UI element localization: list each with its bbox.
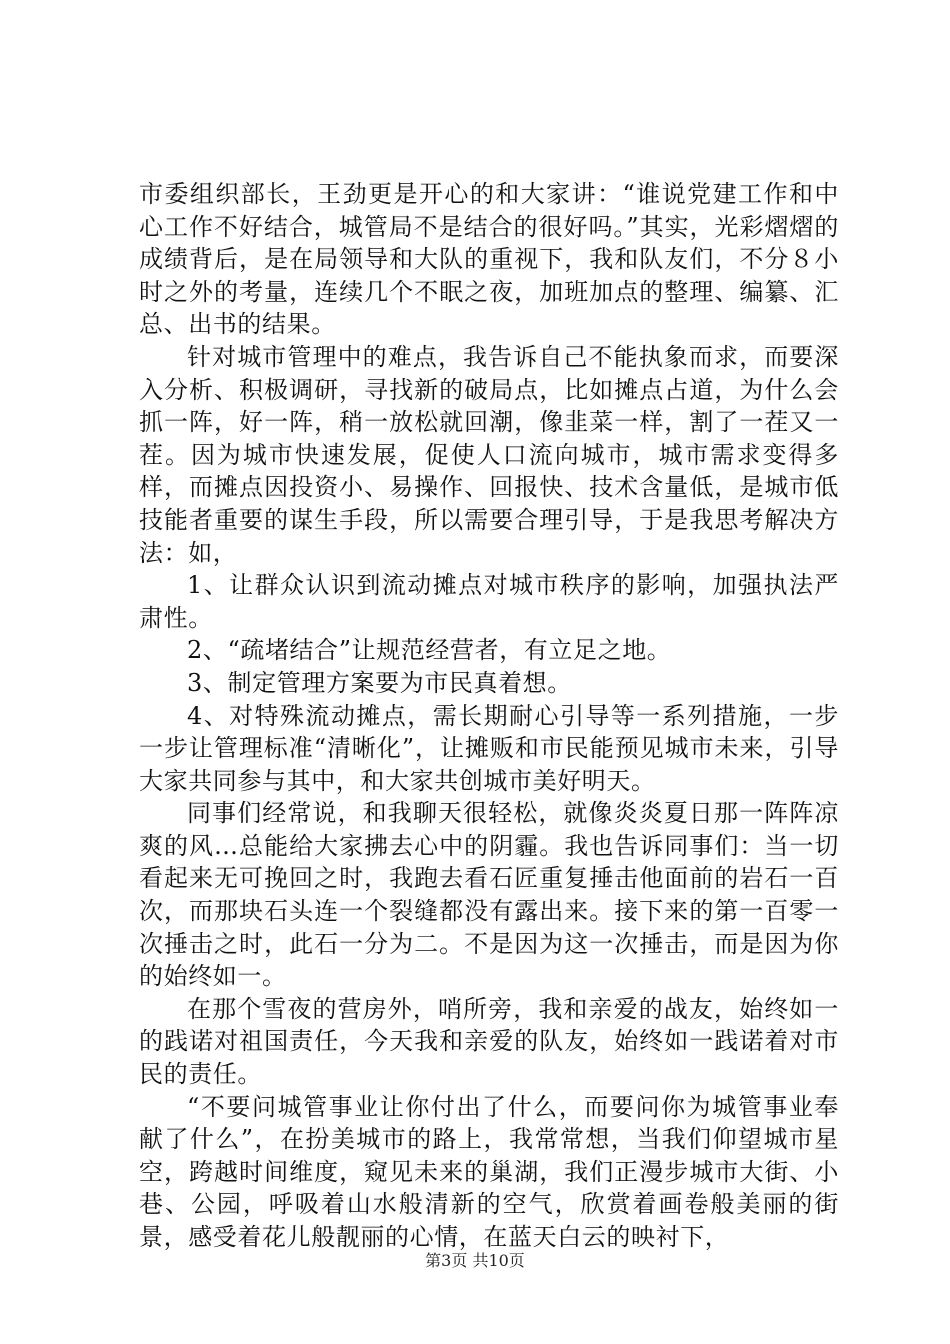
list-item-1: 1、让群众认识到流动摊点对城市秩序的影响，加强执法严肃性。 bbox=[139, 571, 839, 632]
paragraph-3: 同事们经常说，和我聊天很轻松，就像炎炎夏日那一阵阵凉爽的风…总能给大家拂去心中的阴霾。我也告诉同事们：当一切看起来无可挽回之时，我跑去看石匠重复捶击他面前的岩石一百次，而那块石头连一个裂缝都没有露出来。接下来的第一百零一次捶击之时，此石一分为二。不是因为这一次捶击，而是因为你的始终如一。 bbox=[139, 799, 839, 991]
paragraph-2: 针对城市管理中的难点，我告诉自己不能执象而求，而要深入分析、积极调研，寻找新的破局点，比如摊点占道，为什么会抓一阵，好一阵，稍一放松就回潮，像韭菜一样，割了一茬又一茬。因为城市快速发展，促使人口流向城市，城市需求变得多样，而摊点因投资小、易操作、回报快、技术含量低，是城市低技能者重要的谋生手段，所以需要合理引导，于是我思考解决方法：如， bbox=[139, 342, 839, 567]
page-number: 第3页 共10页 bbox=[425, 1251, 525, 1270]
list-item-3: 3、制定管理方案要为市民真着想。 bbox=[187, 668, 572, 697]
paragraph-1: 市委组织部长，王劲更是开心的和大家讲：“谁说党建工作和中心工作不好结合，城管局不是结合的很好吗。”其实，光彩熠熠的成绩背后，是在局领导和大队的重视下，我和队友们，不分８小时之外的考量，连续几个不眠之夜，加班加点的整理、编纂、汇总、出书的结果。 bbox=[139, 180, 839, 339]
paragraph-4: 在那个雪夜的营房外，哨所旁，我和亲爱的战友，始终如一的践诺对祖国责任，今天我和亲爱的队友，始终如一践诺着对市民的责任。 bbox=[139, 994, 839, 1089]
list-item-2: 2、“疏堵结合”让规范经营者，有立足之地。 bbox=[187, 636, 672, 665]
list-item-4: 4、对特殊流动摊点，需长期耐心引导等一系列措施，一步一步让管理标准“清晰化”，让摊贩和市民能预见城市未来，引导大家共同参与其中，和大家共创城市美好明天。 bbox=[139, 701, 839, 795]
paragraph-5: “不要问城管事业让你付出了什么，而要问你为城管事业奉献了什么”，在扮美城市的路上，我常常想，当我们仰望城市星空，跨越时间维度，窥见未来的巢湖，我们正漫步城市大街、小巷、公园，呼吸着山水般清新的空气，欣赏着画卷般美丽的街景，感受着花儿般靓丽的心情，在蓝天白云的映衬下， bbox=[139, 1092, 839, 1251]
document-body bbox=[139, 178, 839, 1254]
